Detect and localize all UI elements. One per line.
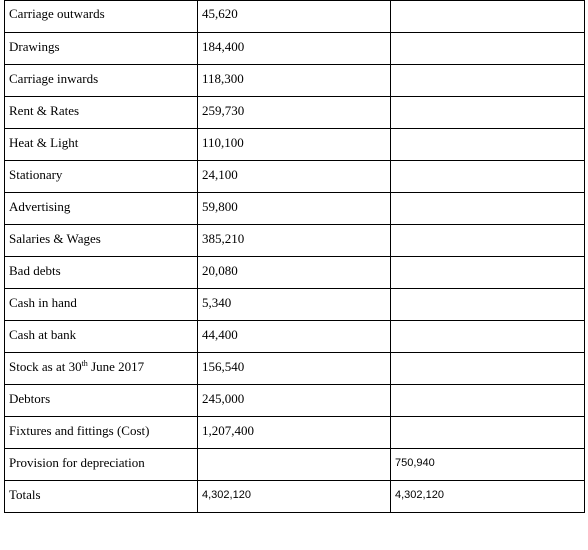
debit-cell <box>198 193 391 225</box>
account-name: Provision for depreciation <box>9 455 145 470</box>
credit-cell <box>391 481 585 513</box>
credit-amount: 750,940 <box>395 457 435 469</box>
debit-cell <box>198 481 391 513</box>
account-name: Advertising <box>9 199 71 214</box>
debit-amount: 1,207,400 <box>202 423 254 438</box>
account-name: Carriage outwards <box>9 6 105 21</box>
debit-amount: 259,730 <box>202 103 245 118</box>
account-name-cell <box>5 481 198 513</box>
account-name: Cash in hand <box>9 295 77 310</box>
account-name: Salaries & Wages <box>9 231 101 246</box>
credit-cell <box>391 225 585 257</box>
debit-cell <box>198 97 391 129</box>
credit-amount <box>395 1 584 7</box>
account-name-cell <box>5 161 198 193</box>
account-name-cell <box>5 417 198 449</box>
debit-amount <box>202 449 390 456</box>
debit-amount: 20,080 <box>202 263 238 278</box>
account-name-cell <box>5 129 198 161</box>
debit-cell <box>198 321 391 353</box>
debit-cell <box>198 225 391 257</box>
credit-cell <box>391 449 585 481</box>
debit-amount: 184,400 <box>202 39 245 54</box>
debit-amount: 385,210 <box>202 231 245 246</box>
credit-amount <box>395 417 584 424</box>
credit-cell <box>391 65 585 97</box>
account-name-cell <box>5 65 198 97</box>
account-name: Debtors <box>9 391 51 406</box>
credit-cell <box>391 193 585 225</box>
debit-amount: 118,300 <box>202 71 244 86</box>
debit-cell <box>198 1 391 33</box>
table-row <box>5 257 585 289</box>
credit-amount <box>395 161 584 168</box>
table-row <box>5 449 585 481</box>
trial-balance-table <box>4 0 585 513</box>
debit-cell <box>198 385 391 417</box>
account-name-cell <box>5 449 198 481</box>
credit-amount <box>395 33 584 40</box>
table-row <box>5 225 585 257</box>
debit-cell <box>198 449 391 481</box>
credit-amount <box>395 321 584 328</box>
account-name: Rent & Rates <box>9 103 80 118</box>
account-name-suffix: June 2017 <box>87 359 145 374</box>
credit-amount <box>395 97 584 104</box>
credit-cell <box>391 1 585 33</box>
ordinal-suffix: th <box>81 359 88 368</box>
credit-cell <box>391 353 585 385</box>
account-name-prefix: Stock as at 30 <box>9 359 82 374</box>
debit-amount: 156,540 <box>202 359 245 374</box>
table-row <box>5 65 585 97</box>
debit-cell <box>198 33 391 65</box>
totals-label: Totals <box>9 487 41 502</box>
credit-cell <box>391 33 585 65</box>
debit-cell <box>198 289 391 321</box>
credit-total: 4,302,120 <box>395 489 444 501</box>
debit-total: 4,302,120 <box>202 489 251 501</box>
debit-cell <box>198 353 391 385</box>
debit-amount: 59,800 <box>202 199 238 214</box>
credit-cell <box>391 321 585 353</box>
account-name-cell <box>5 193 198 225</box>
debit-cell <box>198 65 391 97</box>
totals-row <box>5 481 585 513</box>
credit-cell <box>391 417 585 449</box>
credit-amount <box>395 289 584 296</box>
debit-cell <box>198 129 391 161</box>
credit-amount <box>395 65 584 72</box>
table-row <box>5 353 585 385</box>
credit-amount <box>395 129 584 136</box>
account-name-cell <box>5 353 198 385</box>
debit-amount: 5,340 <box>202 295 232 310</box>
table-row <box>5 417 585 449</box>
account-name: Bad debts <box>9 263 61 278</box>
table-row <box>5 289 585 321</box>
account-name-cell <box>5 225 198 257</box>
debit-amount: 44,400 <box>202 327 238 342</box>
account-name-cell <box>5 257 198 289</box>
credit-amount <box>395 193 584 200</box>
credit-cell <box>391 385 585 417</box>
account-name: Drawings <box>9 39 60 54</box>
table-row <box>5 97 585 129</box>
credit-cell <box>391 289 585 321</box>
account-name-cell <box>5 289 198 321</box>
credit-amount <box>395 385 584 392</box>
account-name: Stationary <box>9 167 63 182</box>
debit-cell <box>198 417 391 449</box>
debit-amount: 45,620 <box>202 6 238 21</box>
account-name-cell <box>5 385 198 417</box>
debit-cell <box>198 161 391 193</box>
table-row <box>5 1 585 33</box>
account-name-cell <box>5 1 198 33</box>
account-name-cell <box>5 97 198 129</box>
credit-amount <box>395 257 584 264</box>
debit-amount: 245,000 <box>202 391 245 406</box>
credit-cell <box>391 97 585 129</box>
account-name: Carriage inwards <box>9 71 99 86</box>
debit-cell <box>198 257 391 289</box>
credit-cell <box>391 161 585 193</box>
table-row <box>5 33 585 65</box>
account-name-cell <box>5 33 198 65</box>
account-name: Cash at bank <box>9 327 77 342</box>
credit-cell <box>391 257 585 289</box>
table-row <box>5 321 585 353</box>
table-row <box>5 385 585 417</box>
table-row <box>5 193 585 225</box>
account-name <box>9 353 197 374</box>
credit-cell <box>391 129 585 161</box>
debit-amount: 110,100 <box>202 135 244 150</box>
table-row <box>5 129 585 161</box>
account-name-cell <box>5 321 198 353</box>
credit-amount <box>395 225 584 232</box>
account-name: Heat & Light <box>9 135 79 150</box>
credit-amount <box>395 353 584 360</box>
debit-amount: 24,100 <box>202 167 238 182</box>
table-row <box>5 161 585 193</box>
account-name: Fixtures and fittings (Cost) <box>9 423 150 438</box>
